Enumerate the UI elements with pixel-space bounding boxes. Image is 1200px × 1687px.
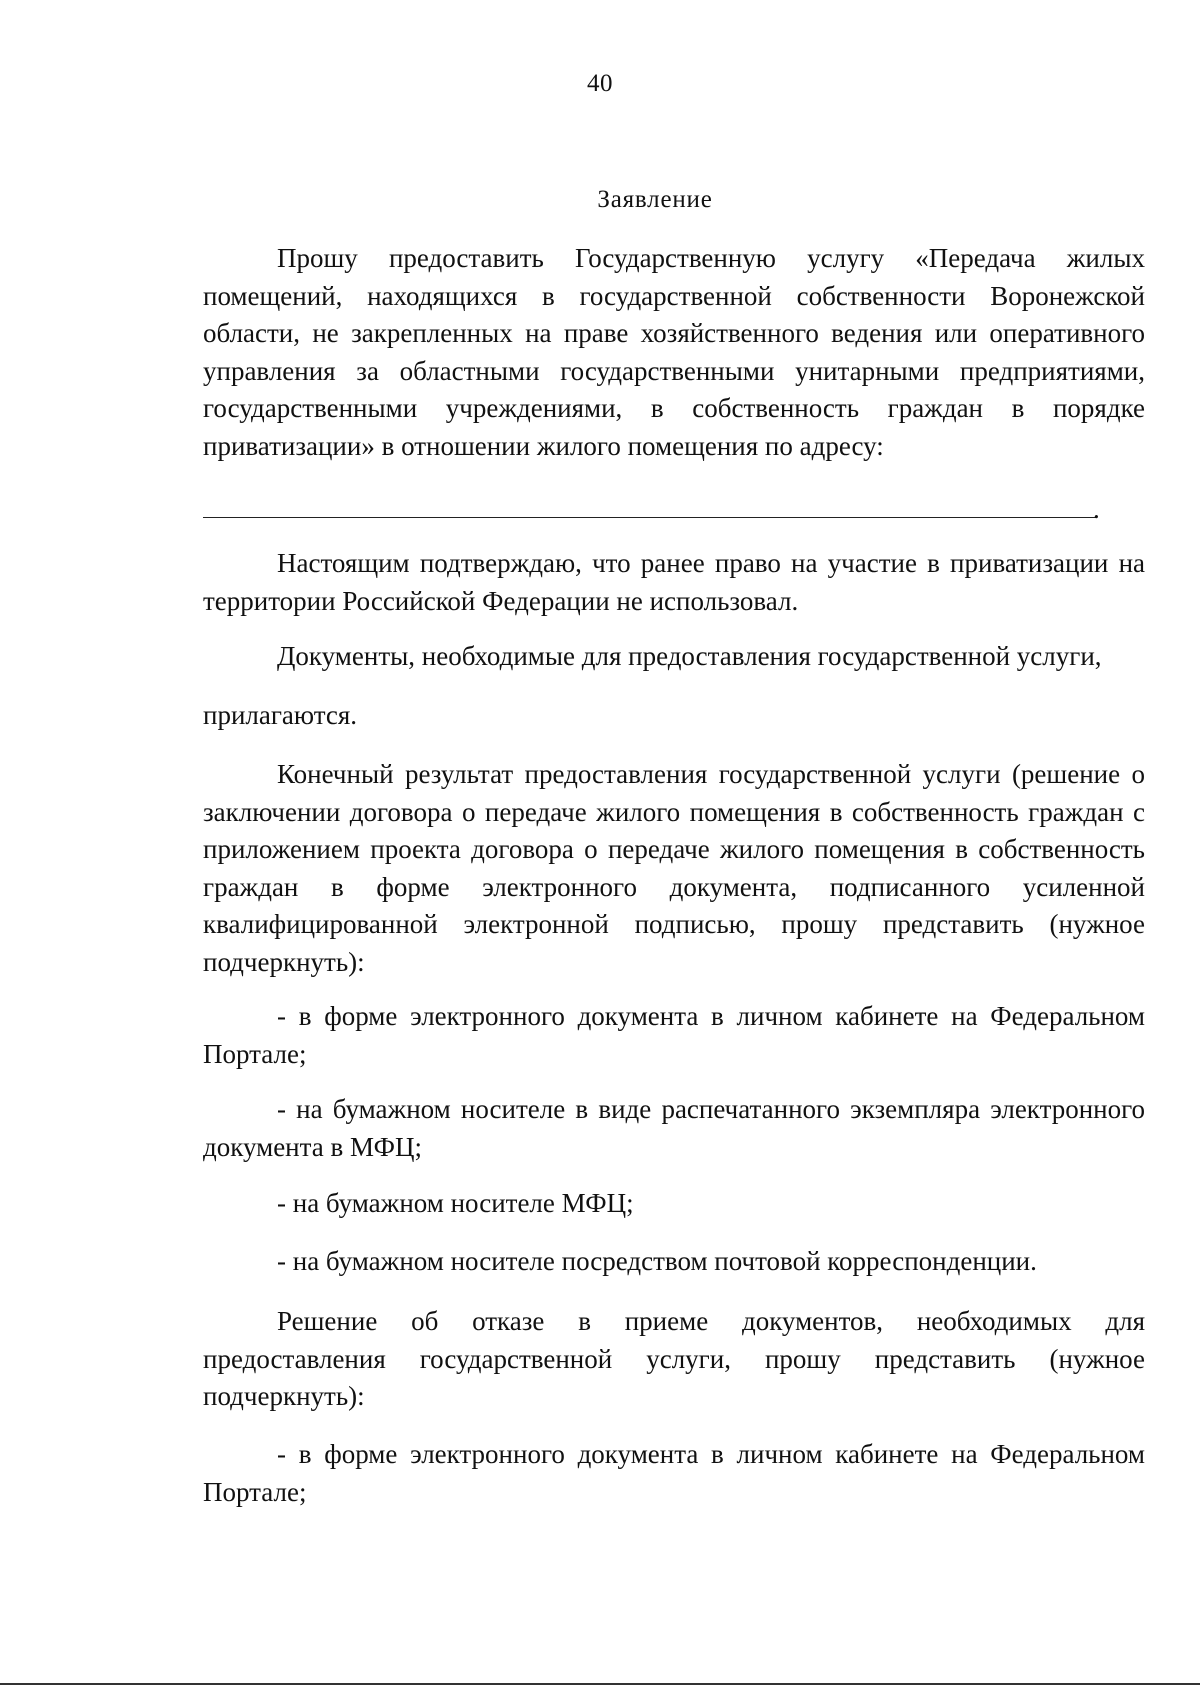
document-title: Заявление (597, 186, 713, 213)
refusal-option-personal-account[interactable]: - в форме электронного документа в личном кабинете на Федеральном Портале; (203, 1439, 1145, 1507)
result-option-personal-account[interactable]: - в форме электронного документа в личном кабинете на Федеральном Портале; (203, 1001, 1145, 1069)
result-option-paper-mfc[interactable]: - на бумажном носителе МФЦ; (277, 1188, 634, 1218)
documents-paragraph: Документы, необходимые для предоставления государственной услуги, (277, 641, 1102, 671)
result-request-paragraph: Конечный результат предоставления государственной услуги (решение о заключении договора о передаче жилого помещения в собственность граждан с приложением проекта договора о передаче жилого помещения в собственность граждан в форме электронного документа, подписанного усиленной квалифицированной электронной подписью, прошу представить (нужное подчеркнуть): (203, 759, 1145, 977)
service-request-paragraph: Прошу предоставить Государственную услугу «Передача жилых помещений, находящихся в государственной собственности Воронежской области, не закрепленных на праве хозяйственного ведения или оперативного управления за областными государственными унитарными предприятиями, государственными учреждениями, в собственность граждан в порядке приватизации» в отношении жилого помещения по адресу: (203, 243, 1145, 461)
address-field-line[interactable] (203, 517, 1096, 518)
documents-paragraph-end: прилагаются. (203, 700, 358, 730)
result-option-printed-copy-mfc[interactable]: - на бумажном носителе в виде распечатанного экземпляра электронного документа в МФЦ; (203, 1094, 1145, 1162)
confirmation-paragraph: Настоящим подтверждаю, что ранее право на участие в приватизации на территории Российской Федерации не использовал. (203, 548, 1145, 616)
page-number: 40 (587, 70, 613, 97)
address-line-terminator: . (1093, 494, 1100, 524)
page-bottom-edge (0, 1683, 1200, 1685)
result-option-postal[interactable]: - на бумажном носителе посредством почтовой корреспонденции. (277, 1246, 1037, 1276)
refusal-request-paragraph: Решение об отказе в приеме документов, необходимых для предоставления государственной услуги, прошу представить (нужное подчеркнуть): (203, 1306, 1145, 1411)
